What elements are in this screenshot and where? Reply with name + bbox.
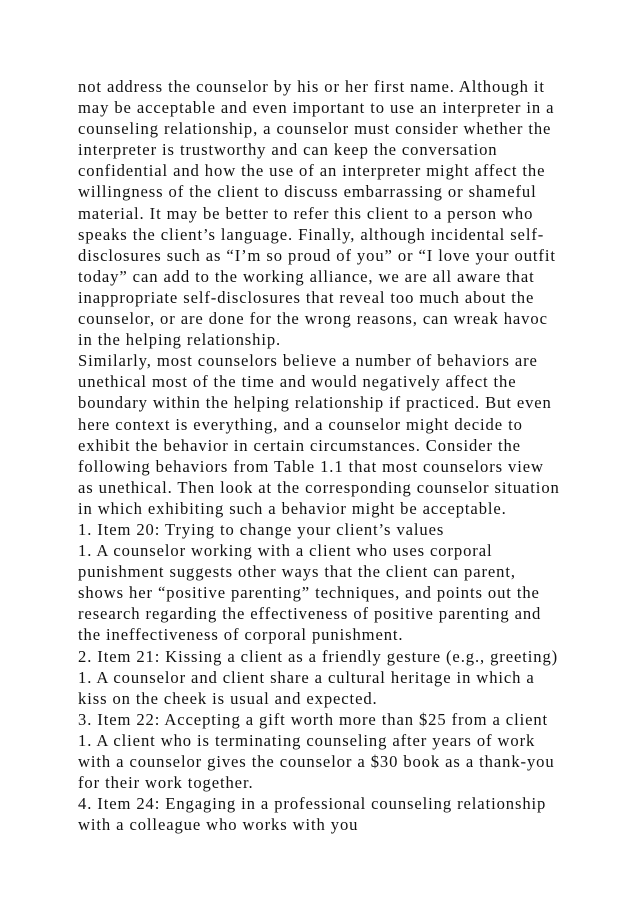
text-line: in the helping relationship.	[78, 330, 282, 350]
text-line: exhibit the behavior in certain circumstances. Consider the	[78, 435, 521, 455]
text-line: may be acceptable and even important to use an interpreter in a	[78, 98, 555, 118]
text-line: 1. A counselor and client share a cultural heritage in which a	[78, 667, 535, 687]
text-line: not address the counselor by his or her first name. Although it	[78, 77, 545, 96]
list-item-heading: 3. Item 22: Accepting a gift worth more than $25 from a client	[78, 709, 549, 729]
text-line: material. It may be better to refer this client to a person who	[78, 203, 534, 223]
text-line: research regarding the effectiveness of positive parenting and	[78, 604, 542, 624]
text-line: counseling relationship, a counselor must consider whether the	[78, 119, 552, 139]
text-line: boundary within the helping relationship if practiced. But even	[78, 393, 552, 413]
text-line: interpreter is trustworthy and can keep the conversation	[78, 140, 498, 160]
list-item-heading: 1. Item 20: Trying to change your client’s values	[78, 519, 445, 539]
text-line: with a counselor gives the counselor a $30 book as a thank-you	[78, 752, 555, 771]
text-line: here context is everything, and a counselor might decide to	[78, 414, 523, 434]
text-line: disclosures such as “I’m so proud of you” or “I love your outfit	[78, 245, 556, 265]
text-line: 1. A client who is terminating counseling after years of work	[78, 730, 536, 750]
text-line: in which exhibiting such a behavior might be acceptable.	[78, 498, 507, 518]
text-line: Similarly, most counselors believe a number of behaviors are	[78, 351, 538, 371]
text-line: speaks the client’s language. Finally, although incidental self-	[78, 224, 545, 244]
text-line: kiss on the cheek is usual and expected.	[78, 688, 378, 708]
body-text	[78, 76, 598, 835]
text-line: the ineffectiveness of corporal punishment.	[78, 625, 404, 645]
text-line: with a colleague who works with you	[78, 815, 359, 835]
text-line: punishment suggests other ways that the client can parent,	[78, 562, 516, 582]
text-line: willingness of the client to discuss embarrassing or shameful	[78, 182, 537, 202]
text-line: counselor, or are done for the wrong reasons, can wreak havoc	[78, 309, 548, 329]
text-line: today” can add to the working alliance, we are all aware that	[78, 266, 535, 286]
text-line: for their work together.	[78, 773, 254, 793]
text-line: shows her “positive parenting” techniques, and points out the	[78, 583, 540, 603]
text-line: confidential and how the use of an interpreter might affect the	[78, 161, 546, 181]
text-line: inappropriate self-disclosures that reveal too much about the	[78, 287, 535, 307]
text-line: unethical most of the time and would negatively affect the	[78, 372, 517, 392]
text-line: 1. A counselor working with a client who uses corporal	[78, 541, 493, 561]
list-item-heading: 2. Item 21: Kissing a client as a friendly gesture (e.g., greeting)	[78, 646, 559, 666]
text-line: as unethical. Then look at the corresponding counselor situation	[78, 477, 560, 497]
text-line: following behaviors from Table 1.1 that most counselors view	[78, 456, 544, 476]
list-item-heading: 4. Item 24: Engaging in a professional counseling relationship	[78, 794, 547, 814]
